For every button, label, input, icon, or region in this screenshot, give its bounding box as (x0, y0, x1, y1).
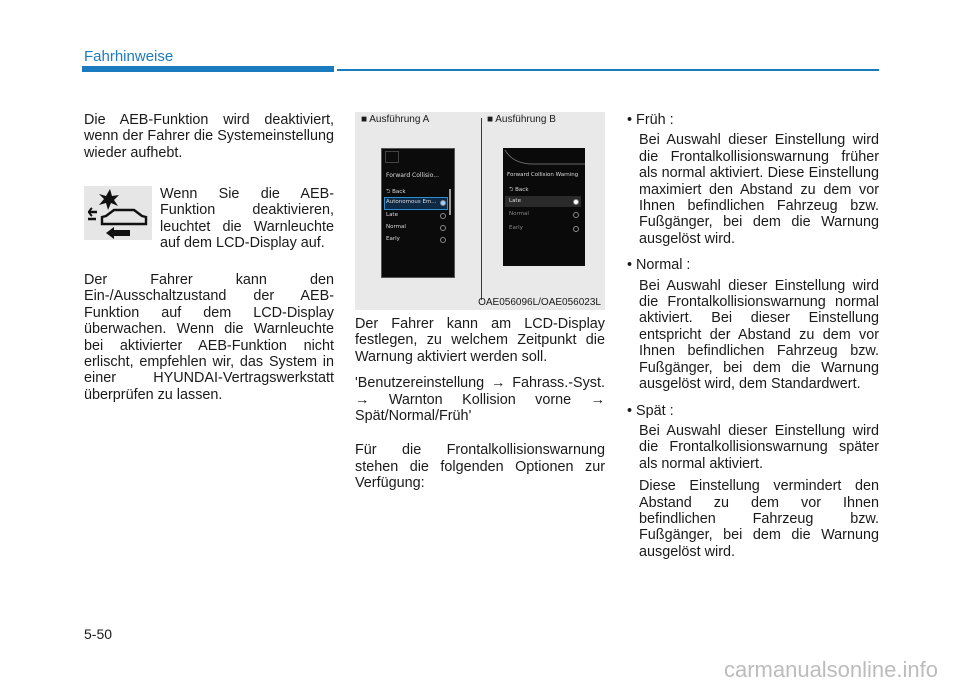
column-1 (84, 112, 334, 161)
screen-a-back: ⮌ Back (386, 189, 406, 195)
screen-a-radio-1 (440, 200, 446, 206)
figure-code: OAE056096L/OAE056023L (478, 297, 601, 308)
section-title: Fahrhinweise (84, 48, 174, 65)
screen-a-radio-3 (440, 225, 446, 231)
paragraph-lcd-timing: Der Fahrer kann am LCD-Display festlegen, zu welchem Zeitpunkt die Warnung aktiviert werden soll. (355, 316, 605, 365)
screen-a-item-2: Late (386, 212, 398, 218)
aeb-warning-icon (84, 186, 152, 240)
option-late (623, 403, 879, 561)
paragraph-aeb-monitor: Der Fahrer kann den Ein-/Ausschaltzustand der AEB-Funktion auf dem LCD-Display überwachen. Wenn die Warnleuchte bei aktivierter AEB-Funktion nicht erlischt, empfehlen wir, das System in einer HYUNDAI-Vertragswerkstatt überprüfen zu lassen. (84, 272, 334, 403)
option-late-text: Bei Auswahl dieser Einstellung wird die Frontalkollisionswarnung später als normal aktiviert. (639, 422, 879, 472)
column-1-lower (84, 272, 334, 403)
screen-a-icon-box (385, 151, 399, 163)
screen-a-title: Forward Collisio... (386, 172, 439, 179)
lcd-screen-a (381, 148, 455, 278)
screen-a-item-4: Early (386, 236, 400, 242)
screen-b-item-3: Early (509, 225, 523, 231)
screen-a-radio-2 (440, 213, 446, 219)
option-normal-text: Bei Auswahl dieser Einstellung wird die Frontalkollisionswarnung normal aktiviert. Bei dieser Einstellung entspricht der Abstand zu dem vor Ihnen befindlichen Fahrzeug bzw. Fußgänger, bei dem die Warnung ausgelöst wird, dem Standardwert. (639, 277, 879, 393)
option-early-head: • Früh : (627, 112, 674, 128)
label-version-a: ■ Ausführung A (361, 114, 430, 125)
lcd-screen-b (503, 148, 585, 266)
screen-a-item-1: Autonomous Em... (386, 199, 437, 205)
lcd-figure (355, 112, 605, 310)
paragraph-options-intro: Für die Frontalkollisionswarnung stehen die folgenden Optionen zur Verfügung: (355, 442, 605, 492)
screen-b-radio-1 (573, 199, 579, 205)
screen-a-scrollbar (449, 189, 451, 215)
screen-b-back: ⮌ Back (509, 187, 529, 193)
option-late-head: • Spät : (627, 402, 674, 419)
option-normal (623, 257, 879, 392)
paragraph-menu-path: 'Benutzereinstellung → Fahrass.-Syst. → Warnton Kollision vorne → Spät/Normal/Früh' (355, 375, 605, 425)
page-number: 5-50 (84, 626, 113, 642)
column-3 (623, 112, 879, 560)
header-rule-thick (82, 66, 334, 72)
column-2 (355, 316, 605, 492)
screen-b-radio-3 (573, 226, 579, 232)
header-rule-thin (337, 69, 879, 71)
paragraph-aeb-deactivated: Die AEB-Funktion wird deaktiviert, wenn der Fahrer die Systemeinstellung wieder aufhebt. (84, 112, 334, 161)
screen-b-title: Forward Collision Warning (507, 172, 579, 178)
screen-b-item-1: Late (509, 198, 521, 204)
screen-b-item-2: Normal (509, 211, 529, 217)
option-normal-head: • Normal : (627, 257, 691, 274)
watermark: carmanualsonline.info (723, 657, 938, 682)
screen-a-radio-4 (440, 237, 446, 243)
option-early-text: Bei Auswahl dieser Einstellung wird die Frontalkollisionswarnung früher als normal aktiviert. Diese Einstellung maximiert den Abstand zu dem vor Ihnen befindlichen Fahrzeug bzw. Fußgänger, bei dem die Warnung ausgelöst wird. (639, 132, 879, 247)
screen-a-item-3: Normal (386, 224, 406, 230)
label-version-b: ■ Ausführung B (487, 114, 556, 125)
screen-b-radio-2 (573, 212, 579, 218)
warning-light-text: Wenn Sie die AEB-Funktion deaktivieren, leuchtet die Warnleuchte auf dem LCD-Display auf. (160, 186, 334, 252)
option-early (623, 112, 879, 247)
option-late-extra: Diese Einstellung vermindert den Abstand zu dem vor Ihnen befindlichen Fahrzeug bzw. Fußgänger, bei dem die Warnung ausgelöst wird. (639, 478, 879, 560)
figure-divider (481, 118, 482, 300)
